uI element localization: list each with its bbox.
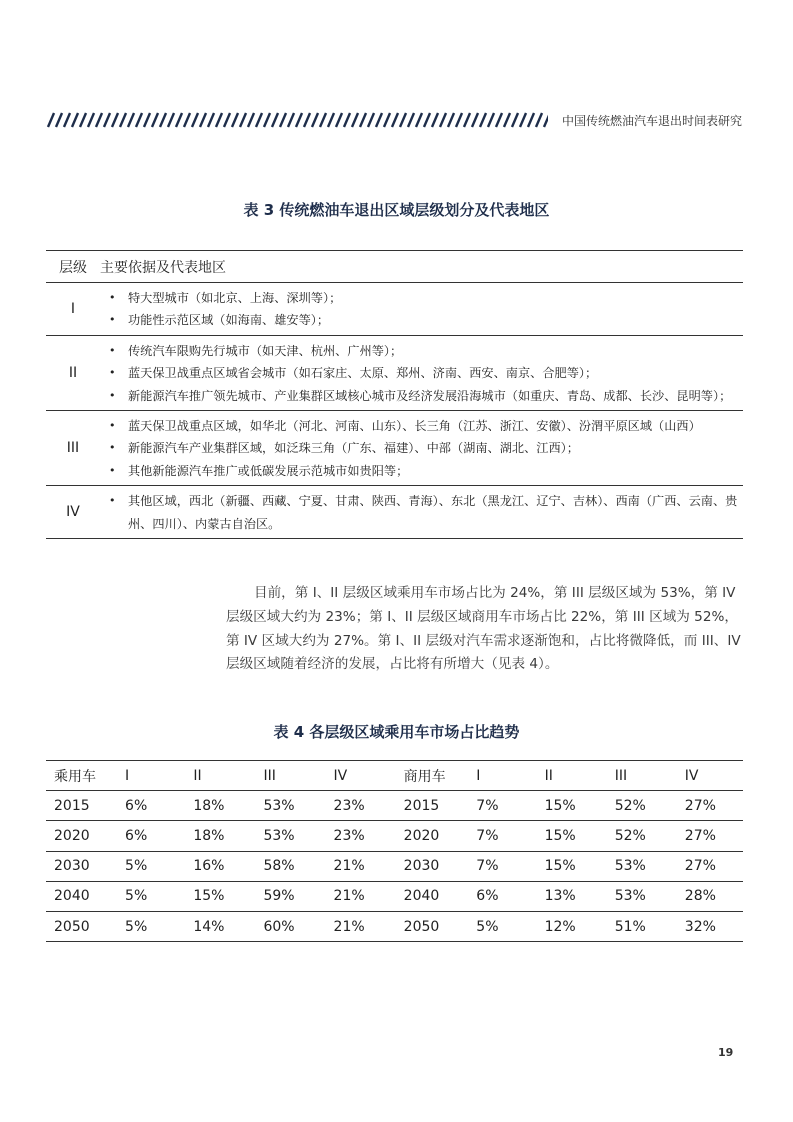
list-item: • 蓝天保卫战重点区域省会城市（如石家庄、太原、郑州、济南、西安、南京、合肥等）；: [100, 362, 743, 384]
table-cell: 21%: [326, 851, 396, 881]
table-cell: 7%: [468, 851, 536, 881]
table-cell: 5%: [117, 851, 185, 881]
table-cell: 59%: [255, 881, 325, 911]
paragraph-text: 目前，第 I、II 层级区域乘用车市场占比为 24%，第 III 层级区域为 53%，第 IV 层级区域大约为 23%；第 I、II 层级区域商用车市场占比 22%，第 III 区域为 52%，第 IV 区域大约为 27%。第 I、II 层级对汽车需求逐渐饱和，占比将微降低，而 III、IV 层级区域随着经济的发展，占比将有所增大（见表 4）。: [226, 585, 741, 673]
table-cell: 2015: [46, 791, 117, 821]
table3-caption: 表 3 传统燃油车退出区域层级划分及代表地区: [243, 201, 550, 219]
list-item: • 新能源汽车推广领先城市、产业集群区域核心城市及经济发展沿海城市（如重庆、青岛、成都、长沙、昆明等）；: [100, 385, 743, 407]
table-cell: I: [468, 761, 536, 791]
tier-basis-cell: [100, 411, 743, 486]
table-cell: 2020: [396, 821, 469, 851]
table-cell: 53%: [607, 881, 677, 911]
table-cell: 23%: [326, 821, 396, 851]
bullet-list: [100, 287, 743, 332]
list-item: • 新能源汽车产业集群区域，如泛珠三角（广东、福建）、中部（湖南、湖北、江西）；: [100, 437, 743, 459]
table-cell: 2040: [46, 881, 117, 911]
table-cell: 2030: [46, 851, 117, 881]
table-cell: 2050: [396, 911, 469, 941]
page-number: 19: [718, 1046, 734, 1059]
table-cell: 7%: [468, 821, 536, 851]
tier-level-cell: II: [46, 335, 100, 410]
bullet-list: [100, 340, 743, 407]
table-cell: 2015: [396, 791, 469, 821]
table-cell: 27%: [677, 791, 743, 821]
table-cell: 15%: [537, 821, 607, 851]
table-cell: 15%: [537, 851, 607, 881]
table-cell: III: [607, 761, 677, 791]
table-cell: 2040: [396, 881, 469, 911]
table-cell: 18%: [185, 791, 255, 821]
table-cell: 52%: [607, 821, 677, 851]
table-row: [46, 821, 743, 851]
table-header-row: [46, 761, 743, 791]
column-header-basis: 主要依据及代表地区: [100, 251, 743, 283]
table-row: [46, 283, 743, 336]
table-row: [46, 486, 743, 539]
list-item: • 特大型城市（如北京、上海、深圳等）；: [100, 287, 743, 309]
table-cell: IV: [677, 761, 743, 791]
running-header-title: 中国传统燃油汽车退出时间表研究: [562, 114, 743, 128]
table4-caption: 表 4 各层级区域乘用车市场占比趋势: [273, 723, 520, 741]
table-cell: 5%: [117, 911, 185, 941]
list-item: • 其他区域，西北（新疆、西藏、宁夏、甘肃、陕西、青海）、东北（黑龙江、辽宁、吉林）、西南（广西、云南、贵州、四川）、内蒙古自治区。: [100, 490, 743, 535]
table-row: [46, 335, 743, 410]
tier-basis-cell: [100, 283, 743, 336]
table-cell: 7%: [468, 791, 536, 821]
body-paragraph: [226, 582, 746, 677]
table-cell: II: [537, 761, 607, 791]
column-header-level: 层级: [46, 251, 100, 283]
table-cell: 27%: [677, 851, 743, 881]
table-cell: 2020: [46, 821, 117, 851]
table-row: [46, 881, 743, 911]
tier-level-cell: IV: [46, 486, 100, 539]
table-cell: 52%: [607, 791, 677, 821]
table-row: [46, 791, 743, 821]
tier-level-cell: III: [46, 411, 100, 486]
table-cell: 16%: [185, 851, 255, 881]
list-item: • 功能性示范区域（如海南、雄安等）；: [100, 309, 743, 331]
list-item: • 其他新能源汽车推广或低碳发展示范城市如贵阳等；: [100, 460, 743, 482]
table-cell: 53%: [607, 851, 677, 881]
table-cell: 15%: [185, 881, 255, 911]
list-item: • 传统汽车限购先行城市（如天津、杭州、广州等）；: [100, 340, 743, 362]
table-cell: 商用车: [396, 761, 469, 791]
tier-basis-cell: [100, 486, 743, 539]
table-cell: 28%: [677, 881, 743, 911]
table-row: [46, 851, 743, 881]
tier-basis-cell: [100, 335, 743, 410]
bullet-list: [100, 490, 743, 535]
table-cell: 2030: [396, 851, 469, 881]
table-cell: 5%: [468, 911, 536, 941]
table-cell: 乘用车: [46, 761, 117, 791]
table-cell: 32%: [677, 911, 743, 941]
table-cell: 5%: [117, 881, 185, 911]
table-cell: 27%: [677, 821, 743, 851]
tier-level-cell: I: [46, 283, 100, 336]
table-cell: 2050: [46, 911, 117, 941]
table-cell: 6%: [117, 791, 185, 821]
table-cell: 13%: [537, 881, 607, 911]
table-cell: I: [117, 761, 185, 791]
table-cell: 53%: [255, 791, 325, 821]
table-header-row: [46, 251, 743, 283]
table-cell: 15%: [537, 791, 607, 821]
table-row: [46, 911, 743, 941]
table-cell: 12%: [537, 911, 607, 941]
table-cell: 53%: [255, 821, 325, 851]
table-cell: 51%: [607, 911, 677, 941]
table-cell: 6%: [117, 821, 185, 851]
table-cell: 21%: [326, 881, 396, 911]
table-cell: 18%: [185, 821, 255, 851]
table-row: [46, 411, 743, 486]
list-item: • 蓝天保卫战重点区域，如华北（河北、河南、山东）、长三角（江苏、浙江、安徽）、汾渭平原区域（山西）: [100, 415, 743, 437]
header-stripe-decoration: [46, 112, 548, 128]
table-cell: 6%: [468, 881, 536, 911]
table-cell: 58%: [255, 851, 325, 881]
table-cell: III: [255, 761, 325, 791]
table-cell: IV: [326, 761, 396, 791]
table-cell: II: [185, 761, 255, 791]
table-cell: 14%: [185, 911, 255, 941]
table-cell: 23%: [326, 791, 396, 821]
bullet-list: [100, 415, 743, 482]
table-cell: 21%: [326, 911, 396, 941]
region-tier-table: [46, 250, 743, 539]
table-cell: 60%: [255, 911, 325, 941]
market-share-table: [46, 760, 743, 942]
